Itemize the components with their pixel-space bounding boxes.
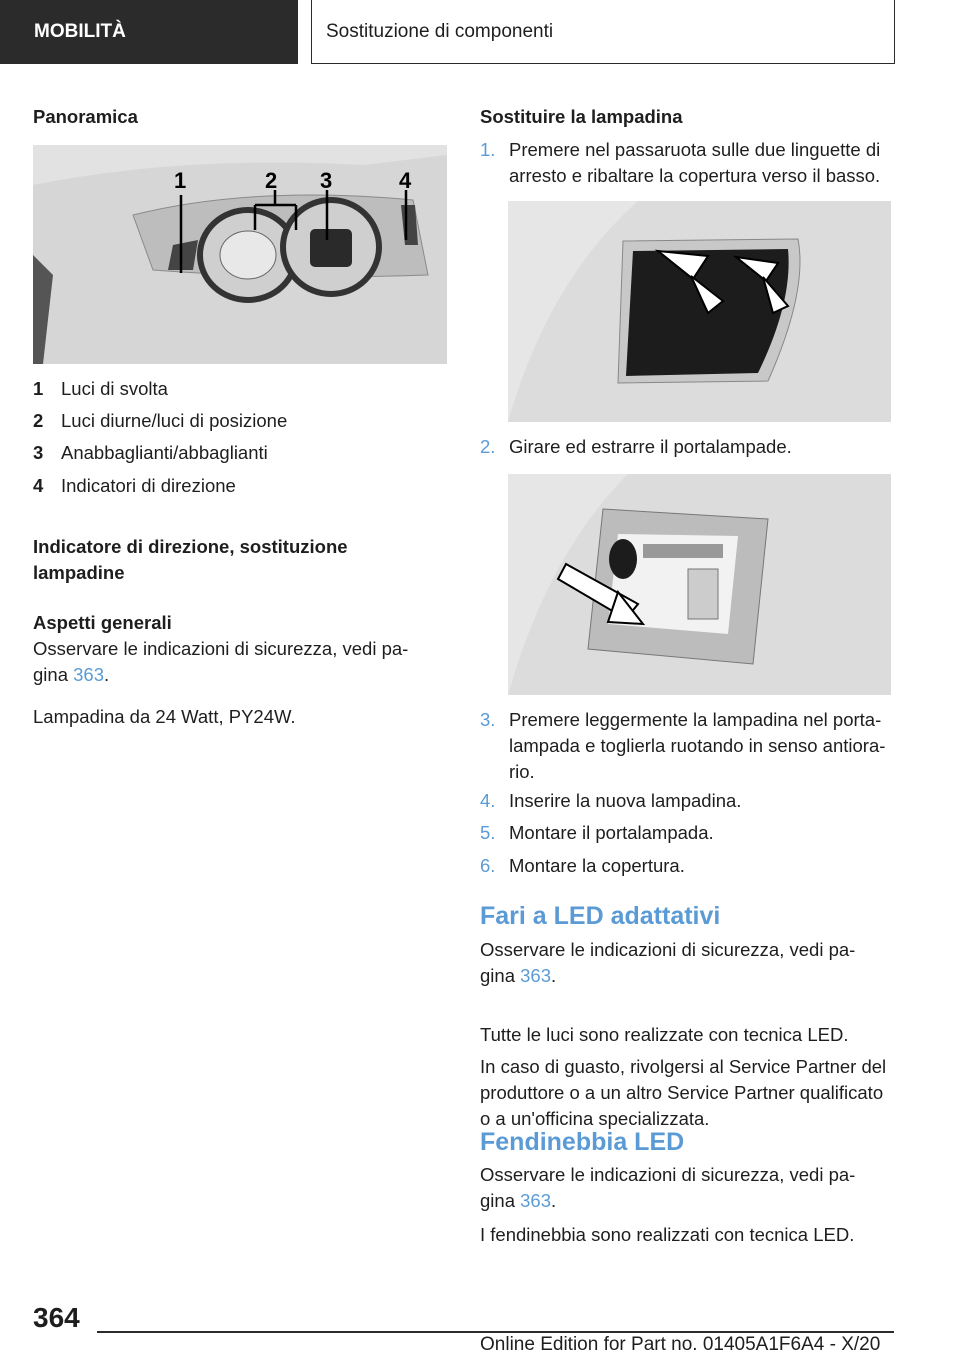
led-service-paragraph: In caso di guasto, rivolgersi al Service Partner del produttore o a un altro Service Partner qualificato o a un'officina specializzata. bbox=[480, 1056, 887, 1129]
overview-heading: Panoramica bbox=[33, 106, 138, 127]
bulb-holder-illustration bbox=[508, 474, 891, 695]
fog-heading: Fendinebbia LED bbox=[480, 1128, 685, 1156]
led-safety-note: Osservare le indicazioni di sicurezza, vedi pa- gina 363. bbox=[480, 939, 856, 986]
bulb-note: Lampadina da 24 Watt, PY24W. bbox=[33, 706, 296, 727]
safety-note: Osservare le indicazioni di sicurezza, vedi pa- gina 363. bbox=[33, 638, 409, 685]
headlight-illustration bbox=[33, 145, 447, 364]
edition-note: Online Edition for Part no. 01405A1F6A4 - X/20 bbox=[480, 1334, 881, 1355]
chapter-tab bbox=[0, 0, 298, 64]
figure-number-2: 2 bbox=[265, 168, 278, 193]
page-link[interactable]: 363 bbox=[520, 1190, 551, 1211]
fog-safety-note: Osservare le indicazioni di sicurezza, vedi pa- gina 363. bbox=[480, 1164, 856, 1211]
replace-heading: Sostituire la lampadina bbox=[480, 106, 683, 127]
led-heading: Fari a LED adattativi bbox=[480, 902, 721, 930]
legend-item: 2 Luci diurne/luci di posizione bbox=[33, 410, 288, 431]
figure-number-4: 4 bbox=[399, 168, 412, 193]
legend-item: 1 Luci di svolta bbox=[33, 378, 168, 399]
section-heading: Indicatore di direzione, sostituzione lampadine bbox=[33, 536, 348, 583]
page-link[interactable]: 363 bbox=[73, 664, 104, 685]
section-title-box bbox=[311, 0, 895, 64]
fog-paragraph: I fendinebbia sono realizzati con tecnica LED. bbox=[480, 1224, 855, 1245]
headlight-figure bbox=[33, 145, 447, 364]
footer-divider bbox=[97, 1331, 894, 1333]
page-link[interactable]: 363 bbox=[520, 965, 551, 986]
legend-item: 3 Anabbaglianti/abbaglianti bbox=[33, 442, 268, 463]
figure-number-1: 1 bbox=[174, 168, 187, 193]
legend-item: 4 Indicatori di direzione bbox=[33, 475, 236, 496]
wheel-arch-cover-figure bbox=[508, 201, 891, 422]
general-heading: Aspetti generali bbox=[33, 612, 172, 633]
bulb-holder-figure bbox=[508, 474, 891, 695]
led-paragraph: Tutte le luci sono realizzate con tecnica LED. bbox=[480, 1024, 849, 1045]
figure-number-3: 3 bbox=[320, 168, 333, 193]
chapter-label: MOBILITÀ bbox=[34, 21, 126, 42]
page-number: 364 bbox=[33, 1302, 80, 1333]
section-title: Sostituzione di componenti bbox=[326, 20, 554, 42]
wheel-arch-illustration bbox=[508, 201, 891, 422]
